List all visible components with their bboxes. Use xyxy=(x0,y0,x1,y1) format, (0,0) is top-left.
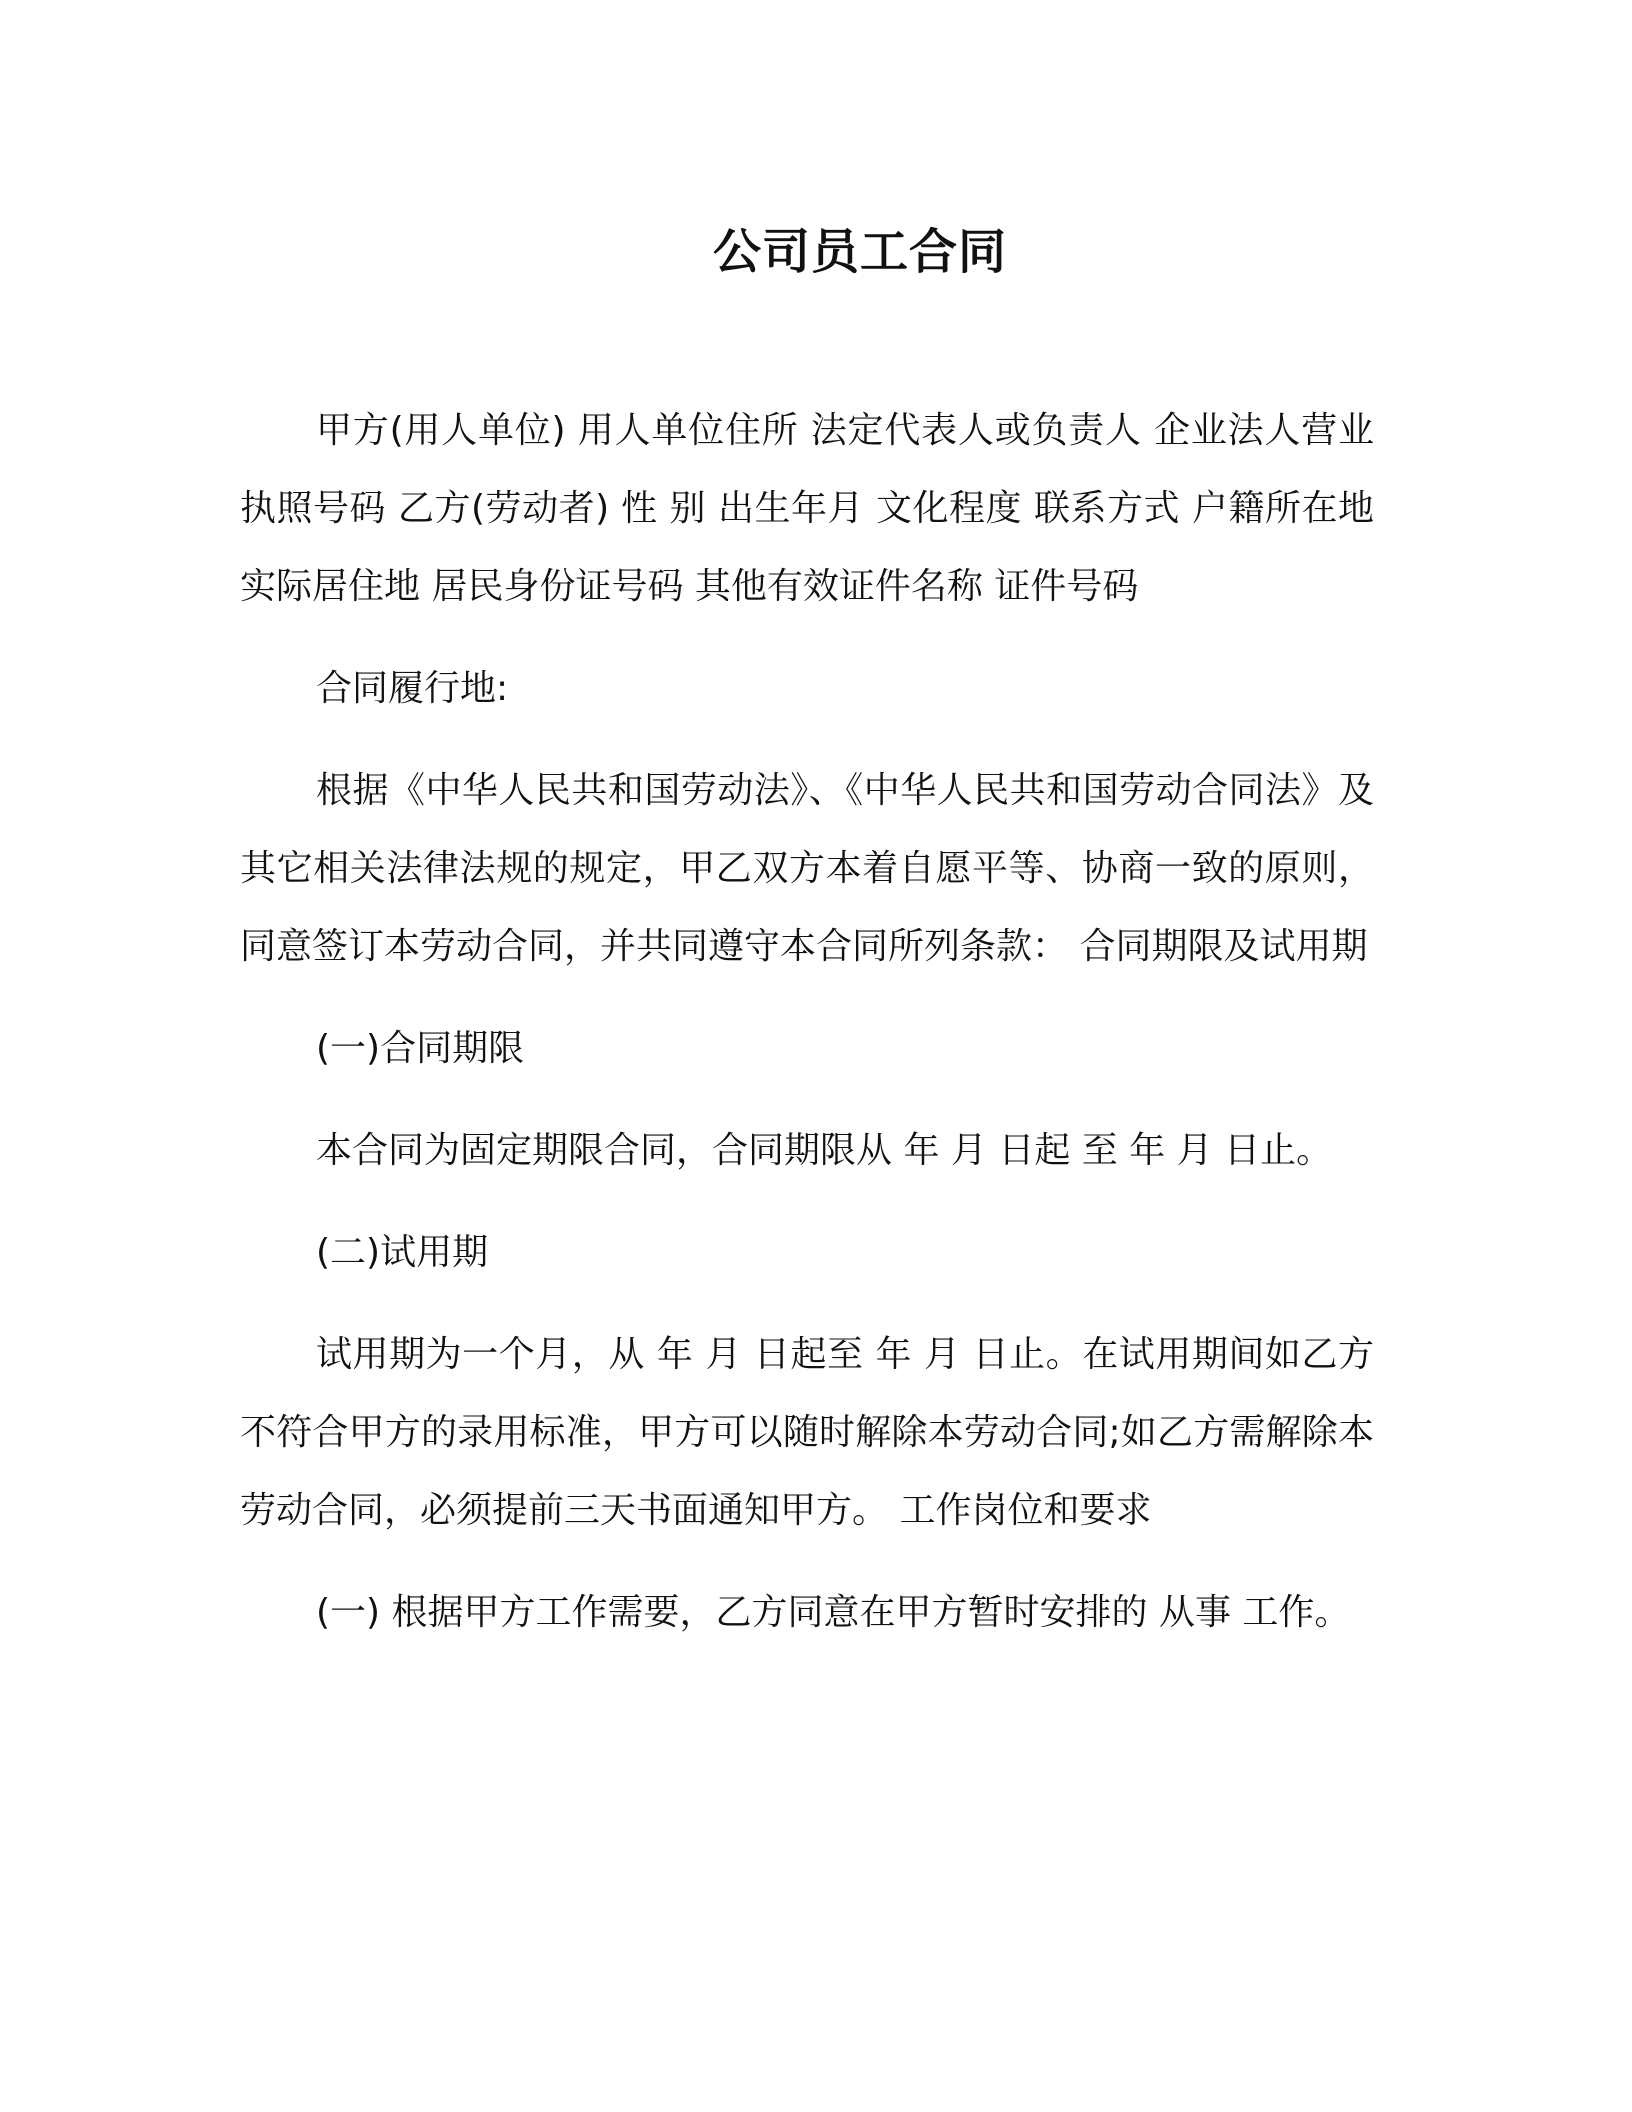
place-of-performance-paragraph: 合同履行地: xyxy=(316,668,509,709)
document-body xyxy=(240,392,1374,1676)
parties-paragraph: 甲方(用人单位) 用人单位住所 法定代表人或负责人 企业法人营业执照号码 乙方(劳动者) 性 别 出生年月 文化程度 联系方式 户籍所在地 实际居住地 居民身份证号码 其他有效证件名称 证件号码 xyxy=(240,410,1374,607)
document-title: 公司员工合同 xyxy=(712,224,1007,280)
contract-term-paragraph: 本合同为固定期限合同，合同期限从 年 月 日起 至 年 月 日止。 xyxy=(316,1130,1333,1171)
contract-term-heading: (一)合同期限 xyxy=(316,1028,525,1069)
job-position-paragraph: (一) 根据甲方工作需要，乙方同意在甲方暂时安排的 从事 工作。 xyxy=(316,1592,1351,1633)
probation-paragraph: 试用期为一个月，从 年 月 日起至 年 月 日止。在试用期间如乙方不符合甲方的录用标准，甲方可以随时解除本劳动合同;如乙方需解除本劳动合同，必须提前三天书面通知甲方。 工作岗位和要求 xyxy=(240,1334,1374,1531)
probation-heading: (二)试用期 xyxy=(316,1232,489,1273)
legal-basis-paragraph: 根据《中华人民共和国劳动法》、《中华人民共和国劳动合同法》及其它相关法律法规的规定，甲乙双方本着自愿平等、协商一致的原则，同意签订本劳动合同，并共同遵守本合同所列条款： 合同期限及试用期 xyxy=(240,770,1374,967)
